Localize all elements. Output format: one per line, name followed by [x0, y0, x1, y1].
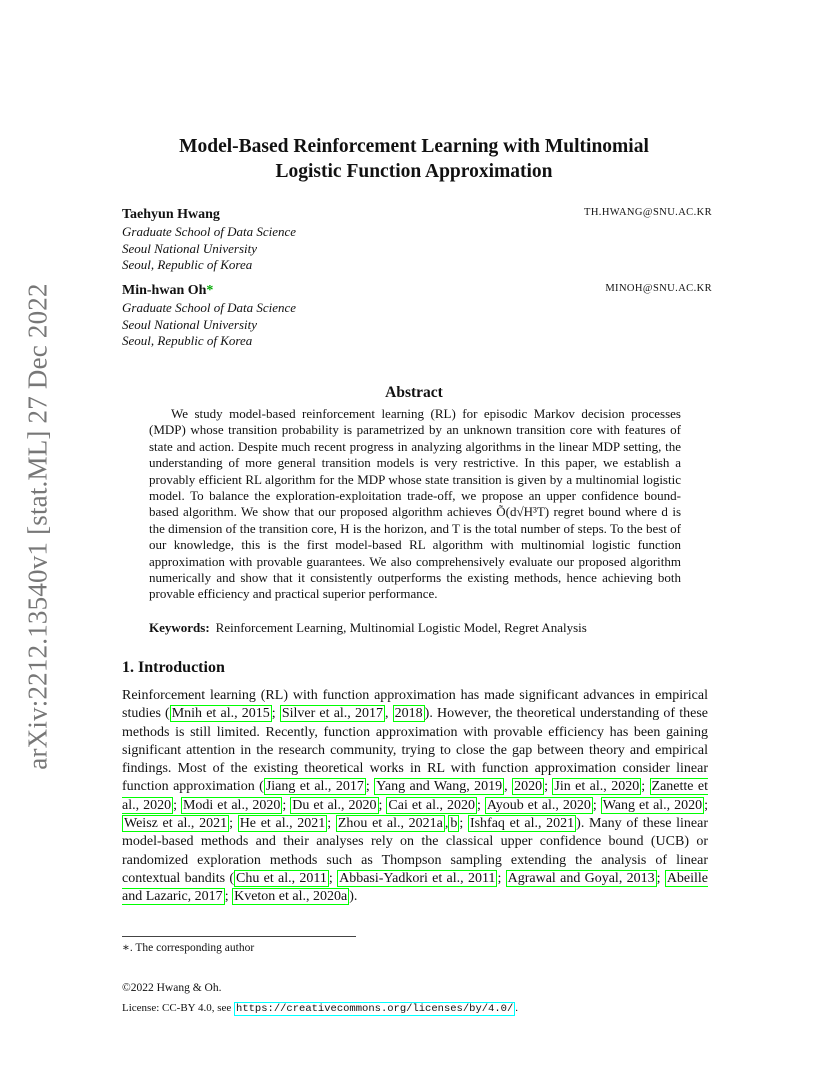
- author-email[interactable]: MINOH@SNU.AC.KR: [605, 283, 712, 294]
- intro-text: ,: [504, 779, 513, 795]
- intro-text: Reinforcement learning (RL) with function approximation has made significant advances in empirical studies (: [122, 688, 708, 722]
- citation-link[interactable]: b: [450, 816, 458, 832]
- arxiv-identifier: arXiv:2212.13540v1 [stat.ML] 27 Dec 2022: [22, 283, 53, 770]
- citation-link[interactable]: Wang et al., 2020: [602, 797, 703, 813]
- citation-link[interactable]: Kveton et al., 2020a: [234, 889, 348, 905]
- citation-link[interactable]: Cai et al., 2020: [388, 797, 475, 813]
- author-block-2: [122, 282, 712, 350]
- license-notice: [122, 1002, 518, 1015]
- author-name: Taehyun Hwang: [122, 207, 220, 222]
- citation-link[interactable]: Weisz et al., 2021: [124, 816, 228, 832]
- citation-link[interactable]: 2018: [394, 706, 423, 722]
- citation-link[interactable]: Zhou et al., 2021a: [337, 816, 443, 832]
- intro-text: ;: [459, 816, 468, 832]
- author-affiliation: Graduate School of Data Science: [122, 224, 297, 239]
- keywords: [149, 620, 689, 636]
- footnote-divider: [122, 936, 356, 937]
- intro-paragraph: [122, 687, 708, 907]
- intro-text: ;: [271, 706, 280, 722]
- copyright-notice: ©2022 Hwang & Oh.: [122, 982, 222, 994]
- introduction-body: [122, 687, 708, 907]
- intro-text: ;: [365, 779, 375, 795]
- author-email[interactable]: TH.HWANG@SNU.AC.KR: [584, 207, 712, 218]
- arxiv-sidebar: [20, 278, 56, 775]
- intro-text: ;: [378, 797, 387, 813]
- intro-text: ;: [544, 779, 553, 795]
- citation-link[interactable]: Silver et al., 2017: [281, 706, 383, 722]
- intro-text: ;: [704, 797, 709, 813]
- author-block-1: [122, 206, 712, 274]
- citation-link[interactable]: Chu et al., 2011: [236, 870, 327, 886]
- intro-text: ;: [641, 779, 650, 795]
- citation-link[interactable]: Ishfaq et al., 2021: [469, 816, 575, 832]
- citation-link[interactable]: 2020: [514, 779, 543, 795]
- author-university: Seoul National University: [122, 316, 258, 332]
- paper-title: [120, 134, 708, 184]
- intro-text: ;: [327, 816, 336, 832]
- intro-text: ). Many of these linear model-based methods and their analyses rely on the classical upper confidence bound (UCB) or randomized exploration methods such as Thompson sampling extending the analysis of linear contextual bandits (: [122, 816, 709, 886]
- intro-text: ;: [328, 870, 338, 886]
- intro-text: ;: [656, 870, 665, 886]
- intro-text: ;: [477, 797, 485, 813]
- author-name: Min-hwan Oh: [122, 283, 207, 298]
- intro-text: ;: [229, 816, 238, 832]
- intro-text: ,: [444, 816, 449, 832]
- intro-text: ;: [173, 797, 181, 813]
- citation-link[interactable]: Jiang et al., 2017: [265, 779, 364, 795]
- title-line-2: Logistic Function Approximation: [275, 161, 553, 182]
- license-prefix: License: CC-BY 4.0, see: [122, 1002, 235, 1014]
- abstract-body: [149, 406, 681, 603]
- keywords-label: Keywords:: [149, 620, 210, 635]
- license-url-link[interactable]: https://creativecommons.org/licenses/by/4.0/: [236, 1003, 514, 1015]
- intro-text: ,: [384, 706, 393, 722]
- abstract-text: We study model-based reinforcement learning (RL) for episodic Markov decision processes (MDP) whose transition probability is parametrized by an unknown transition core with features of state and action. Despite much recent progress in analyzing algorithms in the linear MDP setting, the understanding of more general transition models is very restrictive. In this paper, we establish a provably efficient RL algorithm for the MDP whose state transition is given by a multinomial logistic model. To balance the exploration-exploitation trade-off, we propose an upper confidence bound-based algorithm. We show that our proposed algorithm achieves Õ(d√H³T) regret bound where d is the dimension of the transition core, H is the horizon, and T is the total number of steps. To the best of our knowledge, this is the first model-based RL algorithm with multinomial logistic function approximation with provable guarantees. We also comprehensively evaluate our proposed algorithm numerically and show that it consistently outperforms the existing methods, hence achieving both provable efficiency and practical superior performance.: [149, 406, 681, 602]
- section-heading-introduction: 1. Introduction: [122, 659, 225, 676]
- citation-link[interactable]: Zanette et al., 2020: [122, 779, 709, 813]
- intro-text: ;: [592, 797, 601, 813]
- intro-text: ;: [282, 797, 291, 813]
- citation-link[interactable]: Abeille and Lazaric, 2017: [122, 870, 709, 905]
- citation-link[interactable]: Ayoub et al., 2020: [486, 797, 591, 813]
- author-location: Seoul, Republic of Korea: [122, 257, 253, 272]
- footnote-marker[interactable]: *: [206, 283, 214, 298]
- citation-link[interactable]: He et al., 2021: [239, 816, 326, 832]
- author-affiliation: Graduate School of Data Science: [122, 300, 297, 315]
- citation-link[interactable]: Yang and Wang, 2019: [376, 779, 503, 795]
- author-location: Seoul, Republic of Korea: [122, 333, 253, 348]
- author-university: Seoul National University: [122, 240, 258, 256]
- citation-link[interactable]: Modi et al., 2020: [182, 797, 281, 813]
- citation-link[interactable]: Agrawal and Goyal, 2013: [507, 870, 655, 886]
- intro-text: ;: [224, 889, 233, 905]
- intro-text: ). However, the theoretical understanding of these methods is still limited. Recently, function approximation with provable efficiency has been gaining significant attention in the research community, trying to close the gap between theory and empirical findings. Most of the existing theoretical works in RL with function approximation consider linear function approximation (: [122, 706, 708, 795]
- intro-text: ).: [349, 889, 358, 905]
- citation-link[interactable]: Abbasi-Yadkori et al., 2011: [339, 870, 496, 886]
- intro-text: ;: [497, 870, 506, 886]
- footnote: ∗. The corresponding author: [122, 942, 255, 954]
- title-line-1: Model-Based Reinforcement Learning with Multinomial: [179, 136, 649, 157]
- license-suffix: .: [515, 1002, 519, 1014]
- keywords-text: Reinforcement Learning, Multinomial Logistic Model, Regret Analysis: [215, 620, 587, 635]
- citation-link[interactable]: Jin et al., 2020: [554, 779, 640, 795]
- citation-link[interactable]: Mnih et al., 2015: [171, 706, 270, 722]
- abstract-heading: Abstract: [385, 384, 443, 401]
- citation-link[interactable]: Du et al., 2020: [292, 797, 377, 813]
